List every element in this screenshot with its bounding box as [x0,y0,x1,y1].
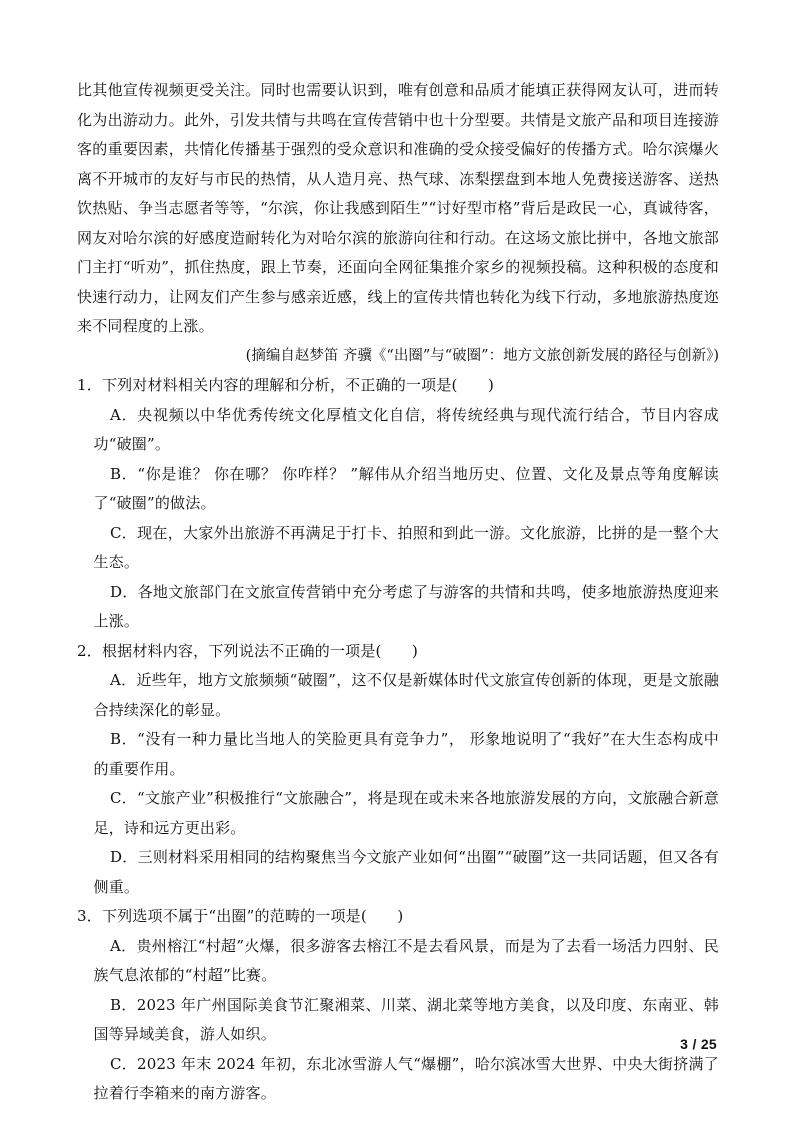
question-1 [77,371,719,637]
option-text: B．“没有一种力量比当地人的笑脸更具有竞争力”， 形象地说明了“我好”在大生态构成中的重要作用。 [93,730,719,778]
question-stem: 1．下列对材料相关内容的理解和分析，不正确的一项是( ) [77,376,495,394]
passage-source: (摘编自赵梦笛 齐骥《“出圈”与“破圈”：地方文旅创新发展的路径与创新》) [245,347,719,364]
option-c [77,1050,719,1109]
option-a [77,666,719,725]
option-text: A．贵州榕江“村超”火爆，很多游客去榕江不是去看风景，而是为了去看一场活力四射、民族气息浓郁的“村超”比赛。 [93,936,719,984]
option-b [77,460,719,519]
page-number: 3 / 25 [680,1036,717,1052]
option-text: A．央视频以中华优秀传统文化厚植文化自信，将传统经典与现代流行结合，节目内容成功“破圈”。 [93,405,719,453]
option-a [77,932,719,991]
passage-paragraph: 比其他宣传视频更受关注。同时也需要认识到，唯有创意和品质才能填正获得网友认可，进而转化为出游动力。此外，引发共情与共鸣在宣传营销中也十分型要。共情是文旅产品和项目连接游客的重要因素，共情化传播基于强烈的受众意识和准确的受众接受偏好的传播方式。哈尔滨爆火离不开城市的友好与市民的热情，从人造月亮、热气球、冻梨摆盘到本地人免费接送游客、送热饮热贴、争当志愿者等等，“尔滨，你让我感到陌生”“讨好型市格”背后是政民一心，真诚待客， 网友对哈尔滨的好感度造耐转化为对哈尔滨的旅游向往和行动。在这场文旅比拼中，各地文旅部门主打“听劝”，抓住热度，跟上节奏，还面向全网征集推介家乡的视频投稿。这种积极的态度和快速行动力，让网友们产生参与感亲近感，线上的宣传共情也转化为线下行动，多地旅游热度迩来不同程度的上涨。 [77,81,719,335]
question-3 [77,902,719,1109]
option-text: D．各地文旅部门在文旅宣传营销中充分考虑了与游客的共情和共鸣，使多地旅游热度迎来上涨。 [93,582,719,630]
option-text: C．2023 年末 2024 年初，东北冰雪游人气“爆棚”，哈尔滨冰雪大世界、中央大街挤满了拉着行李箱来的南方游客。 [93,1054,719,1102]
option-text: B．2023 年广州国际美食节汇聚湘菜、川菜、湖北菜等地方美食，以及印度、东南亚、韩国等异域美食，游人如织。 [93,995,719,1043]
question-2 [77,637,719,903]
option-b [77,725,719,784]
option-d [77,578,719,637]
option-c [77,519,719,578]
option-text: C．现在，大家外出旅游不再满足于打卡、拍照和到此一游。文化旅游，比拼的是一整个大生态。 [93,523,719,571]
option-d [77,843,719,902]
option-text: C．“文旅产业”积极推行“文旅融合”，将是现在或未来各地旅游发展的方向，文旅融合新意足，诗和远方更出彩。 [93,789,719,837]
option-a [77,401,719,460]
question-stem: 3．下列选项不属于“出圈”的范畴的一项是( ) [77,907,404,925]
question-stem: 2．根据材料内容，下列说法不正确的一项是( ) [77,641,419,660]
option-text: A．近些年，地方文旅频频“破圈”，这不仅是新媒体时代文旅宣传创新的体现，更是文旅融合持续深化的彰显。 [93,671,719,719]
option-text: B．“你是谁？ 你在哪？ 你咋样？ ”解伟从介绍当地历史、位置、文化及景点等角度解读了“破圈”的做法。 [93,464,719,512]
page-content [77,76,719,1109]
option-b [77,991,719,1050]
option-c [77,784,719,843]
option-text: D．三则材料采用相同的结构聚焦当今文旅产业如何“出圈”“破圈”这一共同话题，但又各有侧重。 [93,848,719,896]
